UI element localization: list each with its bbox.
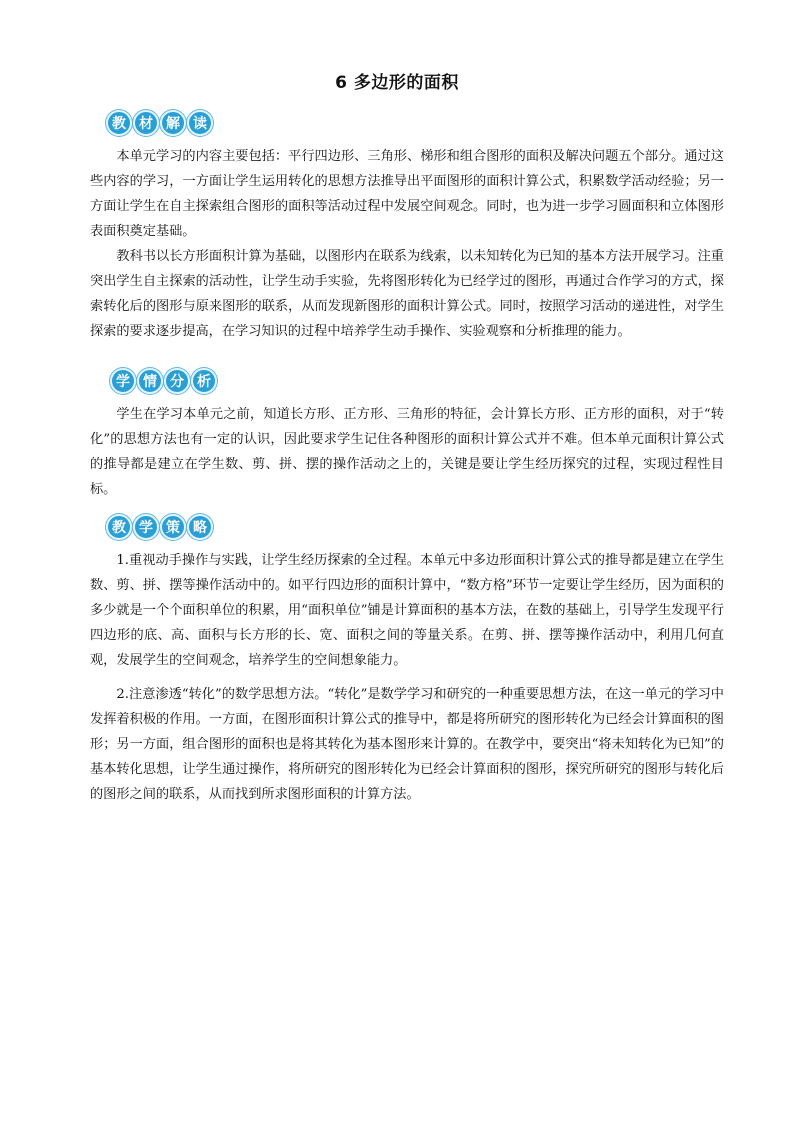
- paragraph: 学生在学习本单元之前，知道长方形、正方形、三角形的特征，会计算长方形、正方形的面积，对于“转化”的思想方法也有一定的认识，因此要求学生记住各种图形的面积计算公式并不难。但本单元面积计算公式的推导都是建立在学生数、剪、拼、摆的操作活动之上的，关键是要让学生经历探究的过程，实现过程性目标。: [90, 407, 724, 497]
- page-title: 6 多边形的面积: [335, 73, 459, 93]
- paragraph: 1.重视动手操作与实践，让学生经历探索的全过程。本单元中多边形面积计算公式的推导都是建立在学生数、剪、拼、摆等操作活动中的。如平行四边形的面积计算中，“数方格”环节一定要让学生经历，因为面积的多少就是一个个面积单位的积累，用“面积单位”铺是计算面积的基本方法，在数的基础上，引导学生发现平行四边形的底、高、面积与长方形的长、宽、面积之间的等量关系。在剪、拼、摆等操作活动中，利用几何直观，发展学生的空间观念，培养学生的空间想象能力。: [90, 553, 724, 668]
- paragraph: 教科书以长方形面积计算为基础，以图形内在联系为线索，以未知转化为已知的基本方法开展学习。注重突出学生自主探索的活动性，让学生动手实验，先将图形转化为已经学过的图形，再通过合作学习的方式，探索转化后的图形与原来图形的联系，从而发现新图形的面积计算公式。同时，按照学习活动的递进性，对学生探索的要求逐步提高，在学习知识的过程中培养学生动手操作、实验观察和分析推理的能力。: [90, 249, 724, 339]
- section-label-char: 学: [133, 514, 159, 540]
- section-label-char: 情: [137, 368, 163, 394]
- section-label-char: 略: [187, 514, 213, 540]
- section-label-char: 析: [191, 368, 217, 394]
- section-label-char: 教: [106, 110, 132, 136]
- section-label-char: 分: [164, 368, 190, 394]
- section-label-char: 读: [187, 110, 213, 136]
- section-label-learning-analysis: [110, 368, 217, 394]
- section-label-char: 材: [133, 110, 159, 136]
- section-label-char: 学: [110, 368, 136, 394]
- paragraph: 2.注意渗透“转化”的数学思想方法。“转化”是数学学习和研究的一种重要思想方法，在这一单元的学习中发挥着积极的作用。一方面，在图形面积计算公式的推导中，都是将所研究的图形转化为已经会计算面积的图形；另一方面，组合图形的面积也是将其转化为基本图形来计算的。在教学中，要突出“将未知转化为已知”的基本转化思想，让学生通过操作，将所研究的图形转化为已经会计算面积的图形，探究所研究的图形与转化后的图形之间的联系，从而找到所求图形面积的计算方法。: [90, 687, 724, 802]
- section-label-textbook-interpretation: [106, 110, 213, 136]
- section-label-char: 解: [160, 110, 186, 136]
- section-label-char: 策: [160, 514, 186, 540]
- section-label-teaching-strategy: [106, 514, 213, 540]
- paragraph: 本单元学习的内容主要包括：平行四边形、三角形、梯形和组合图形的面积及解决问题五个部分。通过这些内容的学习，一方面让学生运用转化的思想方法推导出平面图形的面积计算公式，积累数学活动经验；另一方面让学生在自主探索组合图形的面积等活动过程中发展空间观念。同时，也为进一步学习圆面积和立体图形表面积奠定基础。: [90, 149, 724, 239]
- section-label-char: 教: [106, 514, 132, 540]
